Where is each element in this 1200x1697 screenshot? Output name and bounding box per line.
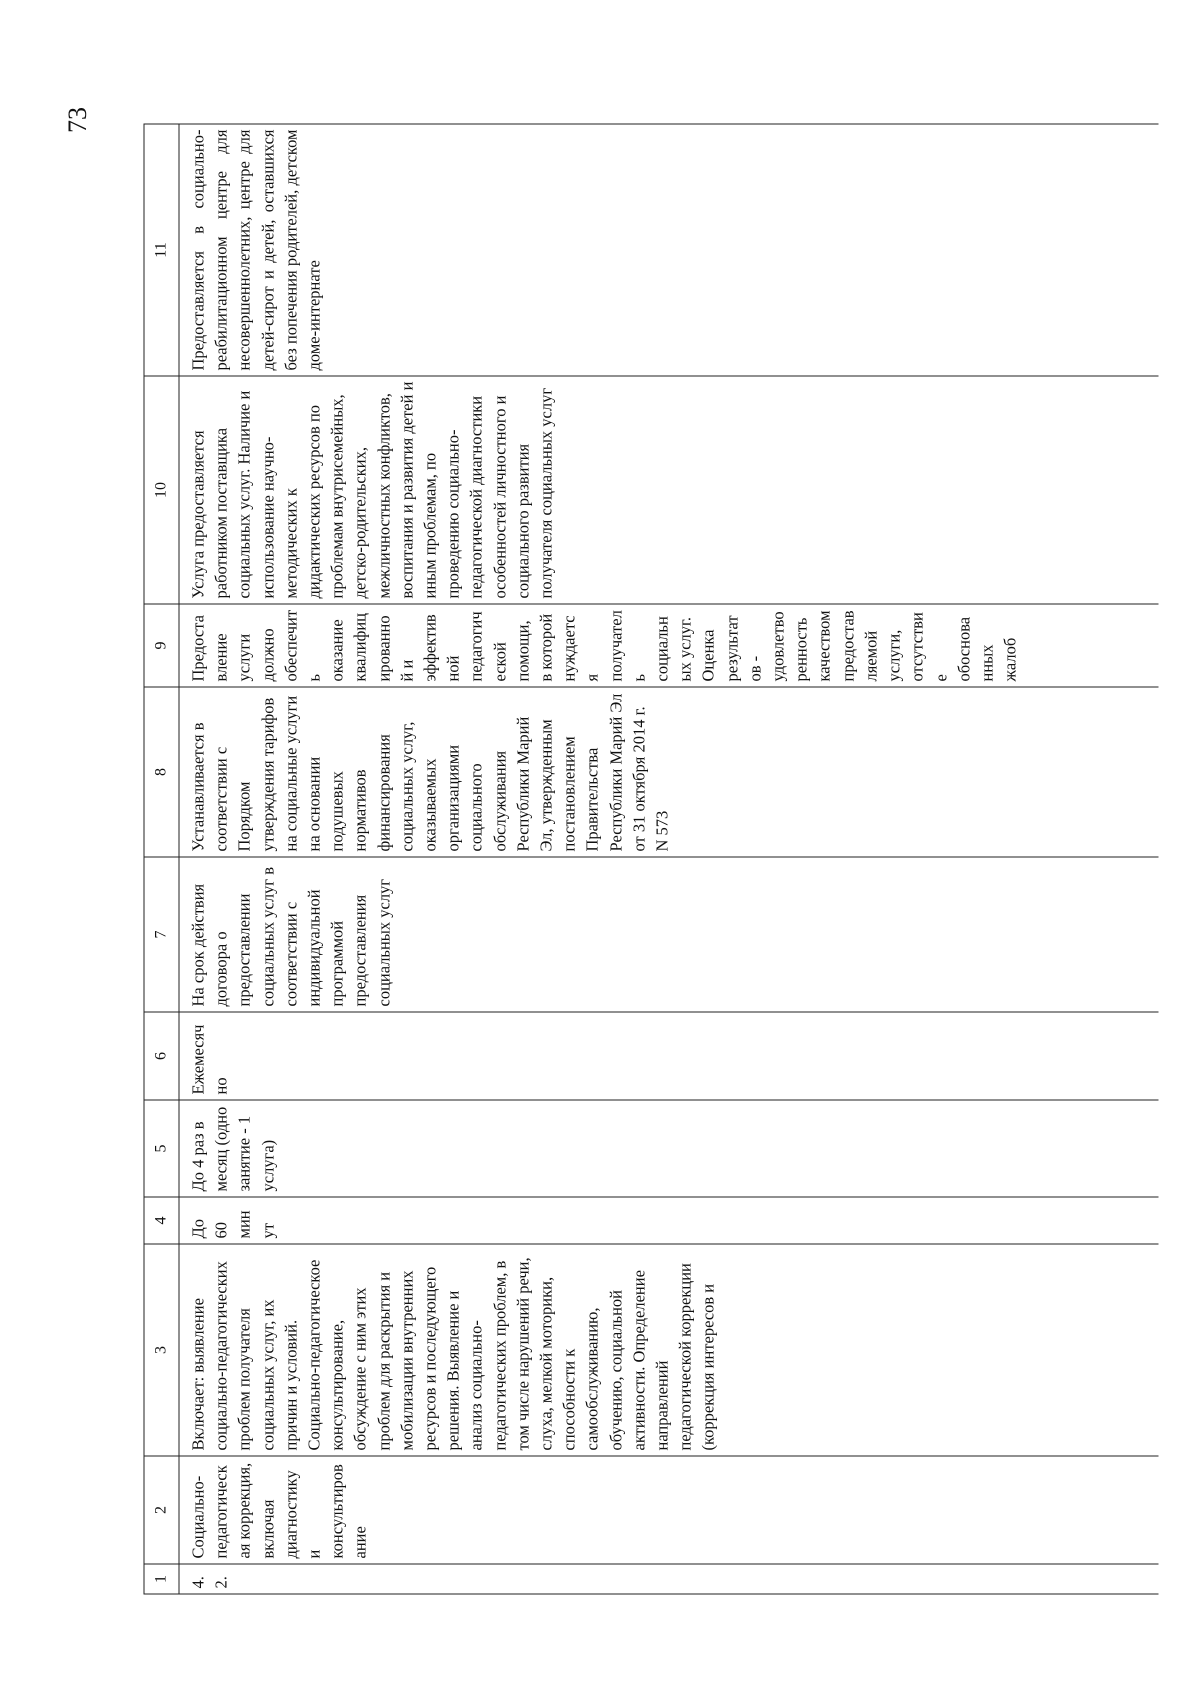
column-header-3: 3 [144,1244,179,1456]
cell-notes: Предоставляется в социально-реабилитационном центре для несовершеннолетних, центре для детей-сирот и детей, оставшихся без попечения родителей, детском доме-интернате [179,124,1159,376]
column-header-2: 2 [144,1456,179,1564]
rotated-table-container [144,125,1161,1595]
cell-conditions: Услуга предоставляется работником поставщика социальных услуг. Наличие и использование научно-методических к дидактических ресурсов по проблемам внутрисемейных, детско-родительских, межличностных конфликтов, воспитания и развития детей и иным проблемам, по проведению социально-педагогической диагностики особенностей личностного и социального развития получателя социальных услуг [179,376,1159,604]
cell-number: 4.2. [179,1564,1159,1594]
cell-tariff: Устанавливается в соответствии с Порядком утверждения тарифов на социальные услуги на основании подушевых нормативов финансирования социальных услуг, оказываемых организациями социального обслуживания Республики Марий Эл, утвержденным постановлением Правительства Республики Марий Эл от 31 октября 2014 г. N 573 [179,687,1159,857]
column-header-5: 5 [144,1100,179,1197]
cell-description: Включает: выявление социально-педагогических проблем получателя социальных услуг, их причин и условий. Социально-педагогическое консультирование, обсуждение с ним этих проблем для раскрытия и мобилизации внутренних ресурсов и последующего решения. Выявление и анализ социально-педагогических проблем, в том числе нарушений речи, слуха, мелкой моторики, способности к самообслуживанию, обучению, социальной активности. Определение направлений педагогической коррекции (коррекция интересов и [179,1244,1159,1456]
column-header-9: 9 [144,604,179,687]
column-header-7: 7 [144,857,179,1012]
cell-term: На срок действия договора о предоставлении социальных услуг в соответствии с индивидуальной программой предоставления социальных услуг [179,857,1159,1012]
cell-quality: Предоставление услуги должно обеспечить оказание квалифицированной и эффективной педагогической помощи, в которой нуждается получатель социальных услуг. Оценка результатов - удовлетворенность качеством предоставляемой услуги, отсутствие обоснованных жалоб [179,604,1159,687]
column-header-6: 6 [144,1012,179,1100]
column-header-10: 10 [144,376,179,604]
column-header-11: 11 [144,124,179,376]
column-header-4: 4 [144,1197,179,1244]
column-header-8: 8 [144,687,179,857]
column-header-1: 1 [144,1564,179,1594]
cell-service-name: Социально-педагогическая коррекция, включая диагностику и консультирование [179,1456,1159,1564]
cell-periodicity: Ежемесячно [179,1012,1159,1100]
cell-frequency: До 4 раз в месяц (одно занятие - 1 услуга) [179,1100,1159,1197]
services-table [144,124,1159,1595]
header-row [144,124,179,1594]
cell-duration: До 60 минут [179,1197,1159,1244]
table-row [179,124,1159,1594]
page-number: 73 [63,107,92,133]
